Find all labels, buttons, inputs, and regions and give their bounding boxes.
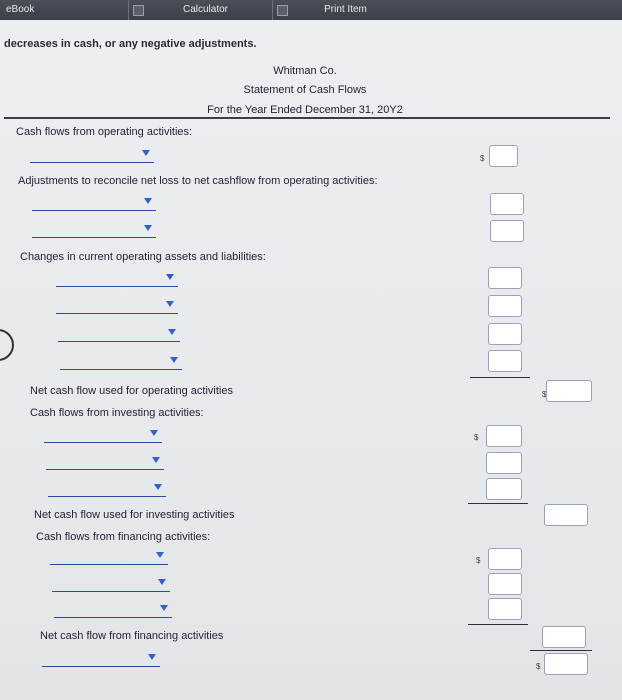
financing-amount-input-1[interactable] [488, 548, 522, 570]
adjustment-amount-input-1[interactable] [490, 193, 524, 215]
chevron-down-icon [150, 430, 158, 436]
investing-dropdown-2[interactable] [46, 455, 164, 470]
change-dropdown-4[interactable] [60, 355, 182, 370]
operating-net-income-amount-input[interactable] [489, 145, 518, 167]
chevron-down-icon [148, 654, 156, 660]
investing-subtotal-rule [468, 503, 528, 504]
print-item-label: Print Item [324, 4, 367, 15]
chevron-down-icon [156, 552, 164, 558]
adjustment-amount-input-2[interactable] [490, 220, 524, 242]
changes-heading: Changes in current operating assets and liabilities: [20, 251, 266, 263]
print-item-tab[interactable] [272, 0, 402, 20]
financing-dropdown-2[interactable] [52, 577, 170, 592]
investing-dropdown-3[interactable] [48, 482, 166, 497]
net-financing-label: Net cash flow from financing activities [40, 630, 224, 642]
currency-symbol: $ [542, 390, 547, 399]
calculator-tab[interactable] [128, 0, 266, 20]
change-dropdown-3[interactable] [58, 327, 180, 342]
net-financing-amount-input[interactable] [542, 626, 586, 648]
adjustments-heading: Adjustments to reconcile net loss to net cashflow from operating activities: [18, 175, 378, 187]
net-investing-amount-input[interactable] [544, 504, 588, 526]
adjustment-dropdown-2[interactable] [32, 223, 156, 238]
chevron-down-icon [166, 301, 174, 307]
chevron-down-icon [144, 225, 152, 231]
change-dropdown-2[interactable] [56, 299, 178, 314]
financing-section-heading: Cash flows from financing activities: [36, 531, 211, 543]
change-dropdown-1[interactable] [56, 272, 178, 287]
chevron-down-icon [154, 484, 162, 490]
investing-section-heading: Cash flows from investing activities: [30, 407, 204, 419]
chevron-down-icon [170, 357, 178, 363]
investing-amount-input-3[interactable] [486, 478, 522, 500]
change-amount-input-3[interactable] [488, 323, 522, 345]
net-change-dropdown[interactable] [42, 652, 160, 667]
net-change-rule [530, 650, 592, 651]
financing-dropdown-1[interactable] [50, 550, 168, 565]
instruction-text: decreases in cash, or any negative adjustments. [4, 38, 257, 50]
financing-amount-input-2[interactable] [488, 573, 522, 595]
chevron-down-icon [142, 150, 150, 156]
change-amount-input-1[interactable] [488, 267, 522, 289]
net-change-amount-input[interactable] [544, 653, 588, 675]
adjustment-dropdown-1[interactable] [32, 196, 156, 211]
operating-section-heading: Cash flows from operating activities: [16, 126, 193, 138]
currency-symbol: $ [476, 556, 481, 565]
chevron-down-icon [160, 605, 168, 611]
change-amount-input-2[interactable] [488, 295, 522, 317]
net-investing-label: Net cash flow used for investing activities [34, 509, 235, 521]
currency-symbol: $ [536, 662, 541, 671]
top-toolbar [0, 0, 622, 20]
investing-amount-input-1[interactable] [486, 425, 522, 447]
operating-net-income-dropdown[interactable] [30, 148, 154, 163]
chevron-down-icon [168, 329, 176, 335]
ebook-tab[interactable]: eBook [6, 4, 35, 15]
currency-symbol: $ [480, 154, 485, 163]
change-amount-input-4[interactable] [488, 350, 522, 372]
financing-dropdown-3[interactable] [54, 603, 172, 618]
financing-amount-input-3[interactable] [488, 598, 522, 620]
chevron-down-icon [144, 198, 152, 204]
chevron-down-icon [152, 457, 160, 463]
statement-period: For the Year Ended December 31, 20Y2 [207, 104, 403, 116]
net-operating-label: Net cash flow used for operating activities [30, 385, 233, 397]
print-icon [277, 5, 288, 16]
financing-subtotal-rule [468, 624, 528, 625]
net-operating-amount-input[interactable] [546, 380, 592, 402]
company-name: Whitman Co. [273, 65, 337, 77]
operating-subtotal-rule [470, 377, 530, 378]
calculator-icon [133, 5, 144, 16]
chevron-down-icon [166, 274, 174, 280]
currency-symbol: $ [474, 433, 479, 442]
chevron-down-icon [158, 579, 166, 585]
calculator-label: Calculator [182, 4, 229, 15]
investing-dropdown-1[interactable] [44, 428, 162, 443]
investing-amount-input-2[interactable] [486, 452, 522, 474]
statement-title: Statement of Cash Flows [243, 84, 367, 96]
header-rule [4, 117, 610, 119]
